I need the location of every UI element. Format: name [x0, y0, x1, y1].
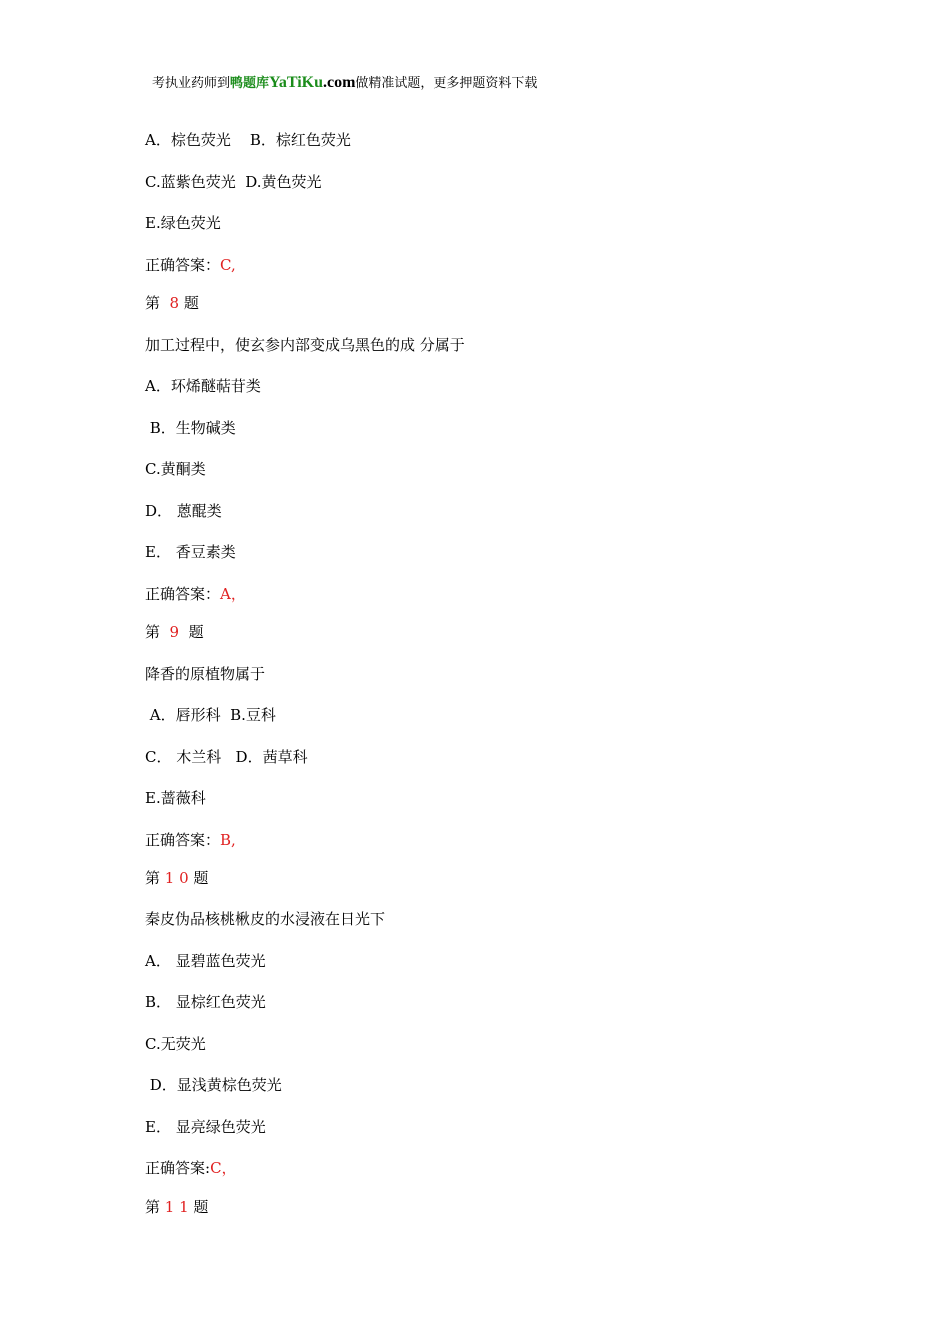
answer-label: 正确答案： — [145, 831, 221, 849]
banner-suffix: 做精准试题，更多押题资料下载 — [355, 76, 538, 91]
q9-option-e: E.蔷薇科 — [145, 789, 206, 807]
q9-option-ab: A．唇形科 B.豆科 — [145, 706, 276, 724]
q8-answer — [145, 584, 246, 604]
banner-prefix: 考执业药师到 — [152, 76, 231, 91]
q10-option-b: B． 显棕红色荧光 — [145, 993, 266, 1011]
question-number: 8 — [169, 294, 180, 312]
question-label: 第 — [145, 869, 165, 887]
answer-label: 正确答案： — [145, 256, 221, 274]
q10-option-e: E． 显亮绿色荧光 — [145, 1118, 266, 1136]
answer-label: 正确答案: — [145, 1159, 211, 1177]
q8-number — [145, 293, 199, 313]
q7-option-ab: A．棕色荧光 B．棕红色荧光 — [145, 131, 351, 149]
q10-option-c: C.无荧光 — [145, 1035, 206, 1053]
q8-option-c: C.黄酮类 — [145, 460, 206, 478]
question-label-suffix: 题 — [179, 294, 199, 312]
question-number: 1 0 — [164, 869, 189, 887]
site-banner — [152, 72, 537, 92]
q11-number — [145, 1197, 208, 1217]
q8-stem: 加工过程中，使玄参内部变成乌黑色的成 分属于 — [145, 336, 465, 354]
question-label: 第 — [145, 1198, 165, 1216]
q7-answer — [145, 255, 236, 275]
answer-value: C， — [210, 1159, 237, 1177]
answer-value: C, — [220, 256, 236, 274]
q7-option-e: E.绿色荧光 — [145, 214, 221, 232]
answer-value: B, — [220, 831, 236, 849]
q8-option-d: D． 蒽醌类 — [145, 502, 222, 520]
question-label-suffix: 题 — [179, 623, 204, 641]
q10-option-a: A． 显碧蓝色荧光 — [145, 952, 266, 970]
question-label-suffix: 题 — [188, 869, 209, 887]
question-label-suffix: 题 — [188, 1198, 209, 1216]
brand-domain: .com — [322, 74, 356, 91]
q8-option-b: B．生物碱类 — [145, 419, 236, 437]
q9-stem: 降香的原植物属于 — [145, 665, 266, 683]
question-number: 1 1 — [164, 1198, 189, 1216]
answer-label: 正确答案： — [145, 585, 221, 603]
q9-option-cd: C． 木兰科 D．茜草科 — [145, 748, 308, 766]
q10-number — [145, 868, 208, 888]
brand-name-cn: 鸭题库 — [230, 76, 270, 91]
answer-value: A， — [220, 585, 246, 603]
q10-stem: 秦皮伪品核桃楸皮的水浸液在日光下 — [145, 910, 386, 928]
q8-option-a: A．环烯醚萜苷类 — [145, 377, 261, 395]
question-label: 第 — [145, 294, 170, 312]
question-number: 9 — [169, 623, 180, 641]
q7-option-cd: C.蓝紫色荧光 D.黄色荧光 — [145, 173, 322, 191]
q10-option-d: D．显浅黄棕色荧光 — [145, 1076, 282, 1094]
question-label: 第 — [145, 623, 170, 641]
q8-option-e: E． 香豆素类 — [145, 543, 236, 561]
brand-name-en: YaTiKu — [269, 74, 323, 91]
q9-answer — [145, 830, 236, 850]
q9-number — [145, 622, 204, 642]
q10-answer — [145, 1158, 237, 1178]
